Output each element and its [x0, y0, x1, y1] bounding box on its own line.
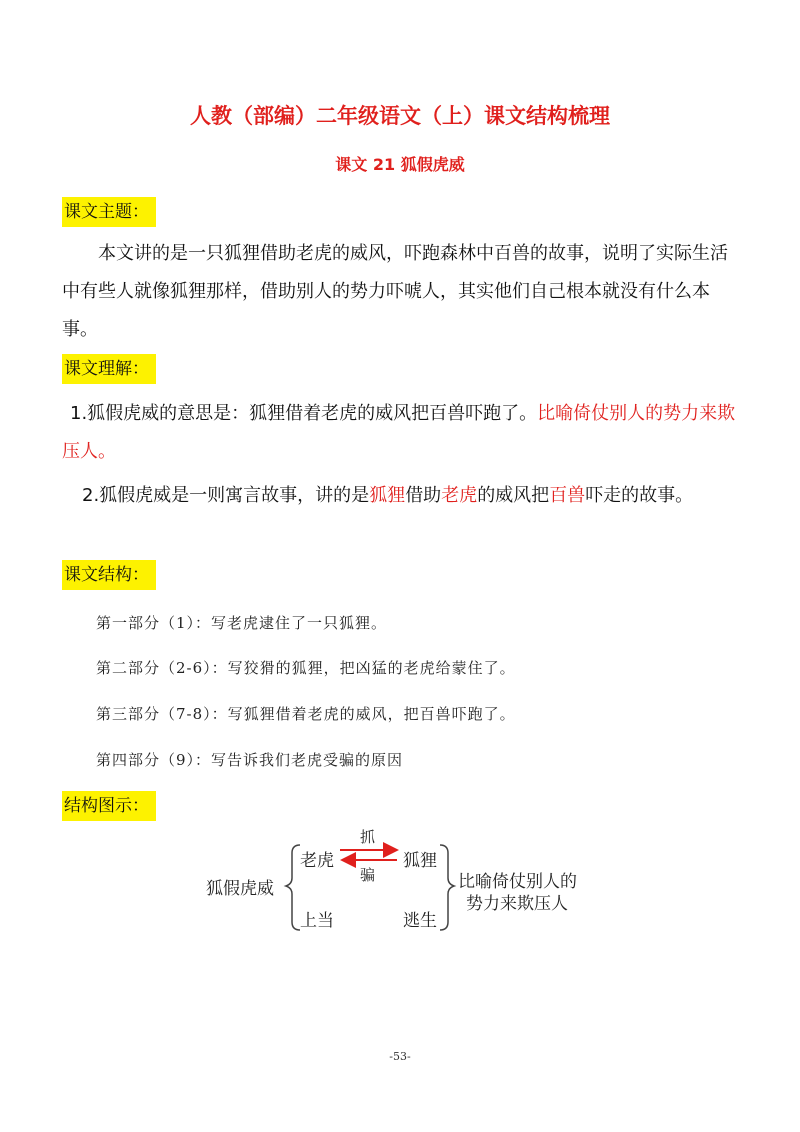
- item2-fox: 狐狸: [369, 485, 406, 506]
- theme-paragraph: 本文讲的是一只狐狸借助老虎的威风，吓跑森林中百兽的故事，说明了实际生活中有些人就像狐狸那样，借助别人的势力吓唬人，其实他们自己根本就没有什么本事。: [62, 243, 728, 340]
- diagram-meaning-line-2: 势力来欺压人: [466, 894, 568, 914]
- diagram-trick: 骗: [360, 866, 376, 884]
- page-number: -53-: [389, 1050, 411, 1063]
- item2-text-a: 2.狐假虎威是一则寓言故事，讲的是: [82, 485, 370, 506]
- understanding-heading: 课文理解：: [62, 354, 156, 384]
- theme-heading: 课文主题：: [62, 197, 156, 227]
- right-brace: [440, 845, 454, 930]
- diagram-heading: 结构图示：: [62, 791, 156, 821]
- left-brace: [286, 845, 300, 930]
- diagram-catch: 抓: [360, 828, 376, 846]
- diagram-root: 狐假虎威: [206, 879, 274, 899]
- item2-tiger: 老虎: [441, 485, 478, 506]
- item2-text-d: 吓走的故事。: [585, 485, 694, 506]
- structure-heading: 课文结构：: [62, 560, 156, 590]
- diagram-escape: 逃生: [403, 911, 437, 931]
- item2-text-c: 的威风把: [477, 485, 550, 506]
- structure-part-2: 第二部分（2-6）：写狡猾的狐狸，把凶猛的老虎给蒙住了。: [96, 659, 516, 677]
- item2-beasts: 百兽: [549, 485, 586, 506]
- item1-red-text: 比喻倚仗别人的势力来欺压人。: [62, 403, 736, 462]
- diagram-fooled: 上当: [300, 911, 334, 931]
- item1-text: 1.狐假虎威的意思是：狐狸借着老虎的威风把百兽吓跑了。: [70, 403, 538, 424]
- item2-text-b: 借助: [405, 485, 442, 506]
- diagram-fox: 狐狸: [403, 851, 437, 871]
- lesson-subtitle: 课文 21 狐假虎威: [335, 155, 465, 174]
- structure-part-4: 第四部分（9）：写告诉我们老虎受骗的原因: [96, 751, 404, 769]
- page-title: 人教（部编）二年级语文（上）课文结构梳理: [190, 104, 610, 128]
- diagram-meaning-line-1: 比喻倚仗别人的: [458, 872, 577, 892]
- structure-part-1: 第一部分（1）：写老虎逮住了一只狐狸。: [96, 614, 388, 632]
- structure-part-3: 第三部分（7-8）：写狐狸借着老虎的威风，把百兽吓跑了。: [96, 705, 516, 723]
- diagram-tiger: 老虎: [300, 851, 334, 871]
